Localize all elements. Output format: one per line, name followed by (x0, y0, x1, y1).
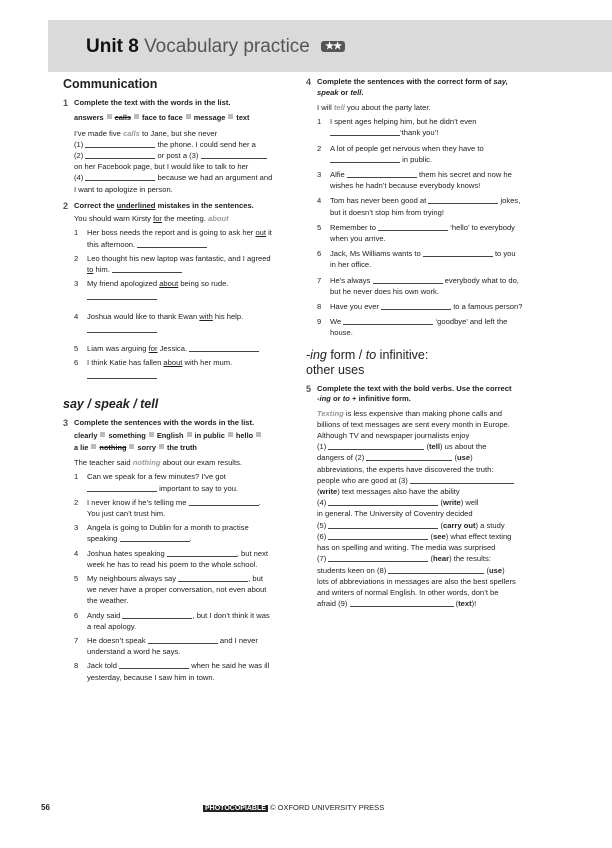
answer-blank[interactable] (87, 371, 157, 379)
item-number: 6 (74, 358, 79, 368)
item-number: 3 (74, 523, 79, 533)
text: with (199, 311, 213, 321)
answer-blank[interactable] (343, 317, 433, 325)
text: ) us about the (440, 442, 487, 452)
text: -ing (317, 394, 331, 404)
text: yesterday, because I saw him in town. (87, 672, 215, 682)
text: . (189, 534, 192, 544)
text: we never have a proper conversation, not even about (87, 585, 267, 595)
exercise-1-text (63, 128, 287, 195)
item-number: 2 (317, 143, 322, 153)
text: I’ve made five (74, 128, 123, 138)
text: but it doesn’t stop him from trying! (330, 207, 444, 217)
answer-blank[interactable] (120, 534, 190, 542)
exercise-instruction: Complete the text with the words in the list. (74, 98, 231, 107)
text: (4) (74, 173, 86, 183)
verb: carry out (443, 520, 476, 530)
item-number: 8 (317, 302, 322, 312)
text: abbreviations, the experts have discovered the truth: (317, 464, 494, 474)
text: I think Katie has fallen (87, 358, 164, 368)
item-number: 1 (74, 472, 79, 482)
answer-blank[interactable] (201, 151, 267, 159)
word: answers (74, 112, 104, 122)
text: to Jane, but she never (139, 128, 218, 138)
exercise-2-example (63, 213, 287, 224)
exercise-2-item (63, 311, 287, 335)
answer-blank[interactable] (388, 566, 484, 574)
verb: tell (429, 442, 441, 452)
item-number: 7 (317, 275, 322, 285)
word: clearly (74, 431, 98, 441)
square-icon (228, 114, 233, 119)
exercise-number: 2 (63, 200, 69, 211)
exercise-4-item (306, 195, 531, 217)
text: ‘thank you’! (400, 128, 439, 138)
exercise-3-item (63, 548, 287, 570)
text: to (342, 394, 350, 404)
item-number: 4 (317, 196, 322, 206)
item-number: 4 (74, 311, 79, 321)
text: , but I don’t think it was (192, 610, 270, 620)
text: tell (350, 87, 362, 97)
text: but he never does his own work. (330, 286, 439, 296)
example-answer: about (207, 214, 229, 224)
text: ( (452, 453, 458, 463)
text: ‘hello’ to everybody (448, 222, 515, 232)
text: to a famous person? (451, 302, 523, 312)
text: about (159, 279, 179, 289)
text: week he has to read his poem to the whole school. (87, 559, 258, 569)
example-answer: Texting (317, 408, 344, 418)
unit-label: Unit 8 (86, 36, 139, 57)
answer-blank[interactable] (423, 249, 493, 257)
item-number: 9 (317, 317, 322, 327)
text: (2) (74, 150, 86, 160)
text: I want to apologize in person. (74, 184, 173, 194)
exercise-instruction (317, 77, 531, 98)
text: form / (326, 347, 366, 362)
answer-blank[interactable] (87, 325, 157, 333)
word-used: calls (114, 112, 132, 122)
text: The teacher said (74, 458, 133, 468)
exercise-4-item (306, 169, 531, 191)
exercise-3-item (63, 660, 287, 682)
text: Jack told (87, 661, 120, 671)
answer-blank[interactable] (189, 344, 259, 352)
text: the phone. I could send her a (155, 139, 256, 149)
square-icon (134, 114, 139, 119)
text: or (330, 394, 343, 404)
text: about our exam results. (160, 458, 242, 468)
text: Joshua hates speaking (87, 548, 167, 558)
text: understand a word he says. (87, 647, 181, 657)
text: My neighbours always say (87, 573, 179, 583)
text: Complete the text with the bold verbs. Use the correct (317, 383, 512, 393)
word: hello (235, 431, 254, 441)
item-number: 2 (74, 497, 79, 507)
example-answer: nothing (132, 458, 161, 468)
text: (4) (317, 498, 329, 508)
exercise-3-item (63, 522, 287, 544)
text: everybody what to do, (442, 275, 519, 285)
text: for (148, 344, 158, 354)
item-number: 5 (74, 573, 79, 583)
exercise-2-header (63, 201, 287, 212)
publisher: © OXFORD UNIVERSITY PRESS (270, 803, 385, 812)
text: with her mum. (182, 358, 233, 368)
item-number: 3 (74, 279, 79, 289)
text: to (87, 265, 94, 275)
text: ) text messages also have the ability (337, 487, 460, 497)
item-number: 1 (317, 117, 322, 127)
text: Joshua would like to thank Ewan (87, 311, 200, 321)
square-icon (149, 432, 154, 437)
exercise-3-item (63, 610, 287, 632)
text: ) what effect texting (445, 531, 512, 541)
text: a real apology. (87, 621, 137, 631)
answer-blank[interactable] (328, 532, 428, 540)
text: say, (493, 77, 508, 86)
exercise-instruction: Complete the sentences with the words in the list. (74, 417, 255, 427)
section-title-ing-to-infinitive (306, 348, 531, 378)
item-number: 6 (74, 610, 79, 620)
answer-blank[interactable] (167, 549, 237, 557)
text: the weather. (87, 596, 129, 606)
item-number: 7 (74, 636, 79, 645)
answer-blank[interactable] (112, 265, 182, 273)
text: He’s always (330, 275, 373, 285)
text: Jack, Ms Williams wants to (330, 249, 423, 259)
text: people who are good at (3) (317, 475, 410, 485)
exercise-2-item (63, 278, 287, 302)
text: and I never (217, 636, 258, 645)
exercise-instruction (317, 384, 531, 405)
text: underlined (116, 200, 156, 210)
text: My friend apologized (87, 279, 160, 289)
text: + infinitive form. (349, 394, 411, 404)
text: has on spelling and writing. The media was surprised (317, 543, 496, 553)
answer-blank[interactable] (328, 498, 438, 506)
exercise-3-item (63, 471, 287, 493)
answer-blank[interactable] (328, 442, 424, 450)
text: Alfie (330, 170, 347, 180)
text: his help. (212, 311, 244, 321)
exercise-number: 4 (306, 77, 312, 87)
answer-blank[interactable] (178, 574, 248, 582)
text: students keen on (8) (317, 565, 389, 575)
exercise-2-item (63, 253, 287, 275)
square-icon (256, 432, 261, 437)
verb: text (458, 599, 472, 609)
answer-blank[interactable] (378, 223, 448, 231)
page-header (48, 20, 612, 72)
text: Complete the sentences with the correct form of (317, 77, 494, 86)
text: is less expensive than making phone calls and (343, 408, 503, 418)
text: We (330, 317, 344, 327)
text: , but next (236, 548, 269, 558)
exercise-number: 3 (63, 417, 69, 428)
text: I will (317, 103, 334, 112)
right-column (306, 77, 531, 609)
answer-blank[interactable] (87, 292, 157, 300)
difficulty-stars-icon: ★★ (321, 41, 345, 52)
text: in public. (400, 154, 433, 164)
text: Her boss needs the report and is going to ask her (87, 228, 256, 238)
exercise-1-header (63, 98, 287, 109)
text: Remember to (330, 222, 379, 232)
text: Can we speak for a few minutes? I’ve got (87, 472, 226, 482)
text: for (153, 214, 162, 224)
text: (7) (317, 554, 329, 564)
text: being so rude. (178, 279, 229, 289)
item-number: 2 (74, 253, 79, 263)
text: Leo thought his new laptop was fantastic, and I agreed (87, 253, 271, 263)
text: dangers of (2) (317, 453, 367, 463)
verb: use (488, 565, 503, 575)
exercise-5-header (306, 384, 531, 405)
text: A lot of people get nervous when they have to (330, 143, 484, 153)
text: I never know if he’s telling me (87, 497, 189, 507)
square-icon (91, 444, 96, 449)
word-list (63, 112, 287, 124)
word: the truth (166, 443, 197, 453)
text: other uses (306, 362, 365, 377)
text: and writers of normal English. In other words, don’t be (317, 587, 499, 597)
text: or (338, 87, 351, 97)
item-number: 1 (74, 228, 79, 238)
text: You should warn Kirsty (74, 214, 154, 224)
text: . (258, 497, 261, 507)
item-number: 3 (317, 170, 322, 180)
title-label: Vocabulary practice (144, 36, 310, 57)
exercise-number: 1 (63, 98, 69, 108)
text: -ing (306, 347, 327, 362)
text: )! (471, 599, 477, 609)
exercise-instruction (74, 201, 287, 212)
text: on her Facebook page, but I would like to talk to her (74, 162, 249, 172)
item-number: 4 (74, 548, 79, 558)
example-answer: calls (122, 128, 140, 138)
text: , but (248, 573, 263, 583)
word: sorry (137, 443, 156, 453)
example-answer: tell (333, 103, 345, 112)
answer-blank[interactable] (350, 599, 454, 607)
text: billions of text messages are sent every month in Europe. (317, 419, 510, 429)
square-icon (228, 432, 233, 437)
text: afraid (9) (317, 599, 350, 609)
exercise-2-item (63, 357, 287, 381)
answer-blank[interactable] (119, 661, 189, 669)
answer-blank[interactable] (87, 484, 157, 492)
text: He doesn’t speak (87, 636, 148, 645)
text: Liam was arguing (87, 344, 149, 354)
exercise-4-header (306, 77, 531, 98)
exercise-4-example (306, 102, 531, 113)
item-number: 5 (74, 344, 79, 354)
answer-blank[interactable] (122, 611, 192, 619)
word: message (193, 112, 226, 122)
text: this afternoon. (87, 239, 138, 249)
text: wishes he hadn’t because everybody knows! (330, 181, 481, 191)
text: in general. The University of Coventry decided (317, 509, 473, 519)
text: out (255, 228, 266, 238)
word-list (63, 430, 287, 454)
text: ) (470, 453, 473, 463)
verb: write (443, 498, 461, 508)
word-used: nothing (99, 443, 127, 453)
text: Tom has never been good at (330, 196, 429, 206)
text: important to say to you. (157, 483, 239, 493)
text: mistakes in the sentences. (155, 200, 254, 210)
text: when you arrive. (330, 234, 386, 244)
exercise-4-item (306, 143, 531, 165)
word: English (156, 431, 184, 441)
text: when he said he was ill (189, 661, 270, 671)
verb: see (433, 531, 446, 541)
word: text (236, 112, 250, 122)
answer-blank[interactable] (428, 196, 498, 204)
word: face to face (142, 112, 183, 122)
verb: hear (433, 554, 450, 564)
answer-blank[interactable] (137, 240, 207, 248)
answer-blank[interactable] (381, 302, 451, 310)
answer-blank[interactable] (328, 521, 438, 529)
exercise-3-item (63, 635, 287, 657)
text: to you (492, 249, 516, 259)
answer-blank[interactable] (330, 128, 400, 136)
answer-blank[interactable] (330, 155, 400, 163)
text: ‘goodbye’ and left the house. (330, 317, 508, 338)
exercise-2-item (63, 343, 287, 354)
word: something (108, 431, 146, 441)
text: in her office. (330, 260, 372, 270)
square-icon (129, 444, 134, 449)
answer-blank[interactable] (85, 151, 155, 159)
text: Have you ever (330, 302, 382, 312)
text: (5) (317, 520, 329, 530)
copyright (203, 803, 384, 813)
verb: write (319, 487, 338, 497)
text: ) the results: (449, 554, 491, 564)
text: or post a (3) (155, 150, 201, 160)
exercise-4-item (306, 248, 531, 270)
exercise-3-header (63, 418, 287, 429)
exercise-number: 5 (306, 383, 312, 394)
answer-blank[interactable] (373, 276, 443, 284)
text: because we had an argument and (155, 173, 273, 183)
section-title-say-speak-tell: say / speak / tell (63, 396, 159, 411)
text: You just can’t trust him. (87, 508, 166, 518)
exercise-5-text: Texting is less expensive than making phone calls and billions of text messages are sent every month in Europe. Although TV and newspaper journalists enjoy (1) (tell) us about the dangers of (2) (use) abbreviations, the experts have discovered the truth: people who are good at (3) (write) text messages also have the ability (4) (write) well in general. The University of Coventry decided (5) (carry out) a study (6) (see) what effect texting has on spelling and writing. The media was surprised (7) (hear) the results: students keen on (8) (use) lots of abbreviations in messages are also the best spellers and writers of normal English. In other words, don’t be afraid (9) (text)! (306, 408, 531, 610)
word: a lie (74, 443, 89, 453)
text: jokes, (498, 196, 521, 206)
exercise-3-item (63, 573, 287, 607)
text: to (365, 347, 377, 362)
text: lots of abbreviations in messages are also the best spellers (317, 576, 516, 586)
text: ) (502, 565, 505, 575)
answer-blank[interactable] (347, 170, 417, 178)
answer-blank[interactable] (366, 453, 452, 461)
text: Correct the (74, 200, 117, 210)
verb: use (457, 453, 471, 463)
photocopiable-badge: PHOTOCOPIABLE (205, 805, 266, 812)
exercise-3-example (63, 457, 287, 468)
text: him. (93, 265, 112, 275)
answer-blank[interactable] (189, 498, 259, 506)
text: . (361, 87, 364, 97)
left-column (63, 76, 287, 683)
square-icon (186, 114, 191, 119)
text: speak (317, 87, 339, 97)
item-number: 6 (317, 249, 322, 259)
section-title-communication: Communication (63, 77, 158, 91)
text: (1) (74, 139, 86, 149)
exercise-3-item (63, 497, 287, 519)
text: them his secret and now he (416, 170, 512, 180)
text: (6) (317, 531, 329, 541)
page-title (86, 36, 345, 58)
text: ) a study (475, 520, 505, 530)
text: infinitive: (376, 347, 429, 362)
text: (1) (317, 442, 329, 452)
text: Andy said (87, 610, 123, 620)
exercise-4-item (306, 316, 531, 338)
square-icon (159, 444, 164, 449)
exercise-2-item (63, 227, 287, 249)
answer-blank[interactable] (410, 476, 514, 484)
square-icon (107, 114, 112, 119)
word: in public (194, 431, 225, 441)
text: it (266, 228, 272, 238)
text: Jessica. (157, 344, 190, 354)
text: about (163, 358, 183, 368)
square-icon (100, 432, 105, 437)
text: the meeting. (161, 214, 208, 224)
text: I spent ages helping him, but he didn’t even (330, 117, 477, 127)
text: Angela is going to Dublin for a month to practise (87, 523, 249, 533)
page-number: 56 (41, 803, 50, 812)
text: you about the party later. (344, 103, 431, 112)
answer-blank[interactable] (85, 173, 155, 181)
page-footer (0, 803, 612, 815)
answer-blank[interactable] (328, 554, 428, 562)
text: speaking (87, 534, 120, 544)
text: ) well (460, 498, 479, 508)
exercise-4-item (306, 301, 531, 312)
text: Although TV and newspaper journalists enjoy (317, 431, 470, 441)
item-number: 8 (74, 661, 79, 671)
exercise-4-item (306, 275, 531, 297)
answer-blank[interactable] (85, 140, 155, 148)
answer-blank[interactable] (148, 636, 218, 644)
text: ( (424, 442, 430, 452)
exercise-4-item (306, 116, 531, 138)
square-icon (187, 432, 192, 437)
exercise-4-item (306, 222, 531, 244)
item-number: 5 (317, 222, 322, 232)
